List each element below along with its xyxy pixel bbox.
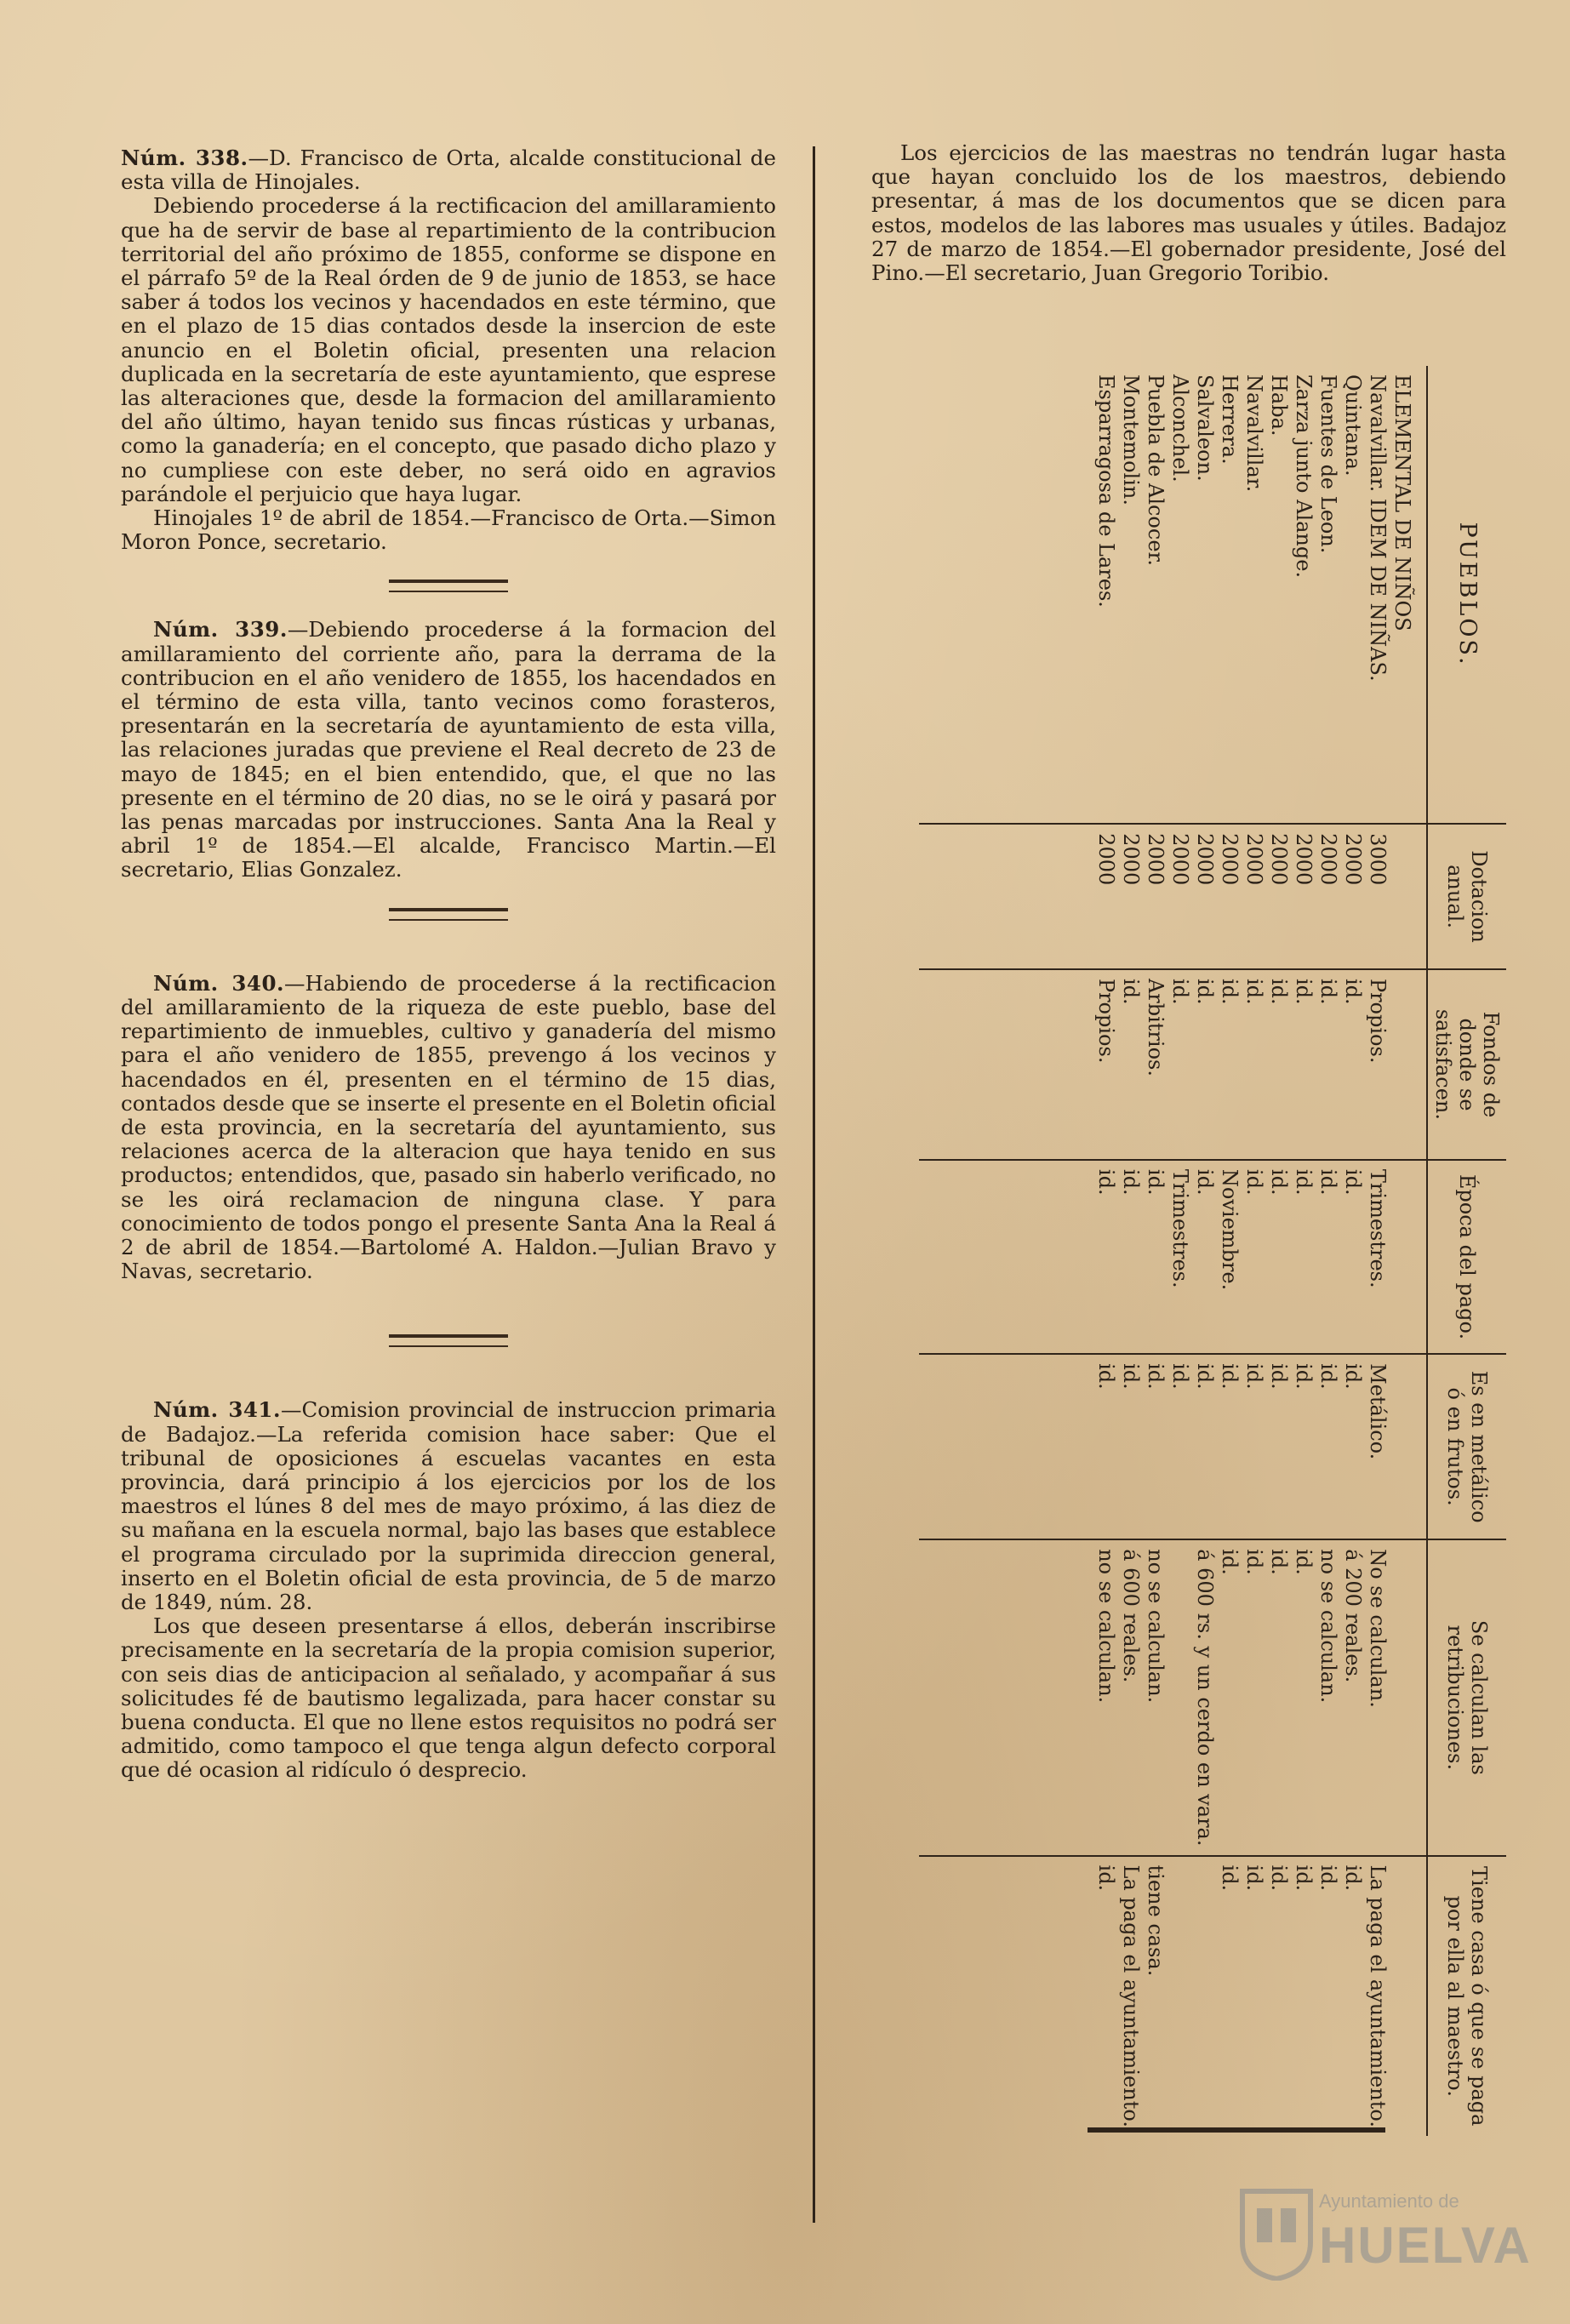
cell	[1168, 1549, 1192, 1846]
notice-body: —Debiendo procederse á la formacion del amillaramiento del corriente año, para la derrama de la contribucion en el año venidero de 1855, los hacendados en el término de esta villa, tanto vecinos como forasteros, presentarán en la secretaría de ayuntamiento de esta villa, las relaciones juradas que previene el Real decreto de 23 de mayo de 1845; en el bien entendido, que, el que no las presente en el término de 20 dias, no se le oirá y pasará por las penas marcadas por instrucciones. Santa Ana la Real y abril 1º de 1854.—El alcalde, Francisco Martin.—El secretario, Elias Gonzalez.	[121, 617, 776, 882]
row-label: Alconchel.	[1168, 374, 1192, 483]
cell: id.	[1144, 1363, 1168, 1390]
watermark-caption: Ayuntamiento de	[1319, 2190, 1459, 2212]
row-label: Navalvillar.	[1242, 374, 1266, 493]
cell: 2000	[1316, 833, 1340, 886]
cell: 2000	[1242, 833, 1266, 886]
row-label: Fuentes de Leon.	[1316, 374, 1340, 554]
cell	[1192, 1865, 1217, 2127]
cell: id.	[1094, 1363, 1118, 1390]
bottom-rule	[1088, 2127, 1385, 2133]
cell: id.	[1119, 978, 1143, 1005]
cell: id.	[1267, 1168, 1291, 1196]
separator-rule	[389, 1334, 508, 1347]
cell: id.	[1341, 1168, 1365, 1196]
separator-rule	[389, 908, 508, 921]
cell: id.	[1242, 1549, 1266, 1575]
row-label: Esparragosa de Lares.	[1094, 374, 1118, 608]
cell: id.	[1218, 1864, 1242, 1892]
cell: id.	[1119, 1363, 1143, 1390]
shield-logo-icon	[1238, 2187, 1315, 2281]
row-label: Haba.	[1267, 374, 1291, 437]
column-divider	[813, 146, 815, 2223]
cell: No se calculan.	[1366, 1549, 1390, 1708]
cell: Propios.	[1366, 978, 1390, 1064]
cell: id.	[1218, 1363, 1242, 1390]
cell: id.	[1144, 1168, 1168, 1196]
cell: id.	[1193, 1168, 1217, 1196]
cell: Propios.	[1094, 978, 1118, 1064]
column-epoca	[919, 1160, 1427, 1354]
cell	[1390, 833, 1414, 960]
cell: 2000	[1168, 833, 1192, 886]
cell: id.	[1316, 1363, 1340, 1390]
cell: id.	[1168, 1363, 1192, 1390]
notice-number: Núm. 341.	[153, 1397, 281, 1423]
cell: Metálico.	[1366, 1363, 1390, 1460]
row-label: Puebla de Alcocer.	[1144, 374, 1168, 566]
cell	[1390, 1549, 1414, 1846]
cell: id.	[1292, 1864, 1316, 1892]
cell: no se calculan.	[1316, 1549, 1340, 1704]
notice-339	[121, 618, 776, 882]
notice-number: Núm. 339.	[153, 617, 288, 642]
cell: no se calculan.	[1094, 1549, 1118, 1704]
cell: id.	[1292, 1168, 1316, 1196]
cell: id.	[1193, 1363, 1217, 1390]
cell: id.	[1168, 978, 1192, 1005]
cell	[1168, 1865, 1192, 2127]
notice-338	[121, 146, 776, 554]
header-epoca: Época del pago.	[1427, 1160, 1506, 1354]
cell: 2000	[1267, 833, 1291, 886]
notice-signature: Hinojales 1º de abril de 1854.—Francisco de Orta.—Simon Moron Ponce, secretario.	[121, 505, 776, 555]
cell: Arbitrios.	[1144, 978, 1168, 1076]
cell	[1390, 1169, 1414, 1345]
notice-heading: —D. Francisco de Orta, alcalde constitucional de esta villa de Hinojales.	[121, 146, 776, 195]
notice-body: —La referida comision hace saber: Que el tribunal de oposiciones á escuelas vacantes en esta provincia, dará principio á los ejercicios por los de los maestros el lúnes 8 del mes de mayo próximo, á las diez de su mañana en la escuela normal, bajo las bases que establece el programa circulado por la suprimida direccion general, inserto en el Boletin oficial de esta provincia, de 5 de marzo de 1849, núm. 28.	[121, 1421, 776, 1614]
schools-table	[919, 366, 1506, 2136]
cell: 2000	[1094, 833, 1118, 886]
cell: id.	[1292, 978, 1316, 1005]
notice-number: Núm. 338.	[121, 146, 248, 170]
column-casa	[919, 1856, 1427, 2136]
notice-body: —Habiendo de procederse á la rectificacion del amillaramiento de la riqueza de este pueblo, base del repartimiento de inmuebles, cultivo y ganadería del mismo para el año venidero de 1855, prevengo á los vecinos y hacendados en él, presenten en el término de 15 dias, contados desde que se inserte el presente en el Boletin oficial de esta provincia, en la secretaría del ayuntamiento, sus relaciones acerca de la alteracion que haya tenido en sus productos; entendidos, que, pasado sin haberlo verificado, no se les oirá reclamacion de ninguna clase. Y para conocimiento de todos pongo el presente Santa Ana la Real á 2 de abril de 1854.—Bartolomé A. Haldon.—Julian Bravo y Navas, secretario.	[121, 970, 776, 1284]
notice-341	[121, 1398, 776, 1782]
notice-340	[121, 972, 776, 1284]
cell: id.	[1242, 978, 1266, 1005]
cell: La paga el ayuntamiento.	[1366, 1864, 1390, 2127]
header-casa: Tiene casa ó que se paga por ella al maestro.	[1427, 1856, 1506, 2136]
cell: La paga el ayuntamiento.	[1119, 1864, 1143, 2127]
cell: id.	[1292, 1549, 1316, 1575]
cell: Trimestres.	[1168, 1168, 1192, 1288]
archive-watermark	[1238, 2178, 1532, 2298]
row-label: Salvaleon.	[1193, 374, 1217, 482]
cell: id.	[1242, 1168, 1266, 1196]
row-label: Montemolin.	[1119, 374, 1143, 505]
right-column	[871, 141, 1506, 285]
cell: 2000	[1218, 833, 1242, 886]
cell: Noviembre.	[1218, 1168, 1242, 1291]
rotated-table-container	[919, 366, 1506, 2136]
cell: id.	[1316, 978, 1340, 1005]
cell: 2000	[1193, 833, 1217, 886]
cell	[1390, 979, 1414, 1151]
notice-body-continued: Los que deseen presentarse á ellos, deberán inscribirse precisamente en la secretaría de la propia comision superior, con seis dias de anticipacion al señalado, y acompañar á sus solicitudes fé de bautismo legalizada, para hacer constar su buena conducta. El que no llene estos requisitos no podrá ser admitido, como tampoco el que tenga algun defecto corporal que dé ocasion al ridículo ó desprecio.	[121, 1613, 776, 1783]
cell: id.	[1242, 1363, 1266, 1390]
cell: id.	[1316, 1168, 1340, 1196]
cell: 2000	[1292, 833, 1316, 886]
header-pueblos: PUEBLOS.	[1427, 366, 1506, 824]
cell: id.	[1267, 978, 1291, 1005]
cell: id.	[1218, 978, 1242, 1005]
cell: tiene casa.	[1144, 1864, 1168, 1977]
cell: id.	[1218, 1549, 1242, 1575]
cell: id.	[1267, 1363, 1291, 1390]
cell: Trimestres.	[1366, 1168, 1390, 1288]
cell: id.	[1267, 1549, 1291, 1575]
column-dotacion	[919, 824, 1427, 969]
cell: 2000	[1144, 833, 1168, 886]
watermark-title: HUELVA	[1319, 2217, 1532, 2274]
notice-number: Núm. 340.	[153, 970, 285, 996]
row-label: ELEMENTAL DE NIÑOS	[1390, 374, 1414, 631]
cell: id.	[1094, 1168, 1118, 1196]
cell	[1390, 1363, 1414, 1530]
cell: id.	[1341, 1363, 1365, 1390]
cell: id.	[1341, 978, 1365, 1005]
column-retribuciones	[919, 1539, 1427, 1855]
notice-heading: —Comision provincial de instruccion primaria de Badajoz.	[121, 1397, 776, 1447]
column-fondos	[919, 969, 1427, 1160]
cell: id.	[1119, 1168, 1143, 1196]
left-column	[121, 146, 776, 1783]
cell: no se calculan.	[1144, 1549, 1168, 1704]
notice-body: Debiendo procederse á la rectificacion del amillaramiento que ha de servir de base al repartimiento de la contribucion territorial del año próximo de 1855, conforme se dispone en el párrafo 5º de la Real órden de 9 de junio de 1853, se hace saber á todos los vecinos y hacendados en este término, que en el plazo de 15 dias contados desde la insercion de este anuncio en el Boletin oficial, presenten una relacion duplicada en la secretaría de este ayuntamiento, que esprese las alteraciones que, desde la formacion del amillaramiento del año último, hayan tenido sus fincas rústicas y urbanas, como la ganadería; en el concepto, que pasado dicho plazo y no cumpliese con este deber, no será oido en agravios parándole el perjuicio que haya lugar.	[121, 193, 776, 506]
cell: 2000	[1119, 833, 1143, 886]
cell: á 600 rs. y un cerdo en vara.	[1193, 1549, 1217, 1847]
cell: id.	[1242, 1864, 1266, 1892]
header-dotacion: Dotacion anual.	[1427, 824, 1506, 969]
cell: id.	[1316, 1864, 1340, 1892]
column-metalico	[919, 1354, 1427, 1539]
cell	[1390, 1865, 1414, 2127]
exam-paragraph: Los ejercicios de las maestras no tendrán lugar hasta que hayan concluido los de los maestros, debiendo presentar, á mas de los documentos que se dicen para estos, modelos de las labores mas usuales y útiles. Badajoz 27 de marzo de 1854.—El gobernador presidente, José del Pino.—El secretario, Juan Gregorio Toribio.	[871, 140, 1506, 286]
row-label: Quintana.	[1341, 374, 1365, 477]
cell: á 600 reales.	[1119, 1549, 1143, 1683]
cell: id.	[1292, 1363, 1316, 1390]
cell: id.	[1341, 1864, 1365, 1892]
row-label: Zarza junto Alange.	[1292, 374, 1316, 579]
row-label: Herrera.	[1218, 374, 1242, 465]
header-fondos: Fondos de donde se satisfacen.	[1427, 969, 1506, 1160]
separator-rule	[389, 580, 508, 592]
row-label: Navalvillar. IDEM DE NIÑAS.	[1366, 374, 1390, 682]
cell: id.	[1267, 1864, 1291, 1892]
header-retribuciones: Se calculan las retribuciones.	[1427, 1539, 1506, 1855]
cell: id.	[1193, 978, 1217, 1005]
cell: 3000	[1366, 833, 1390, 886]
header-metalico: Es en metálico ó en frutos.	[1427, 1354, 1506, 1539]
cell: id.	[1094, 1864, 1118, 1892]
cell: á 200 reales.	[1341, 1549, 1365, 1683]
table-row	[919, 366, 1427, 824]
cell: 2000	[1341, 833, 1365, 886]
